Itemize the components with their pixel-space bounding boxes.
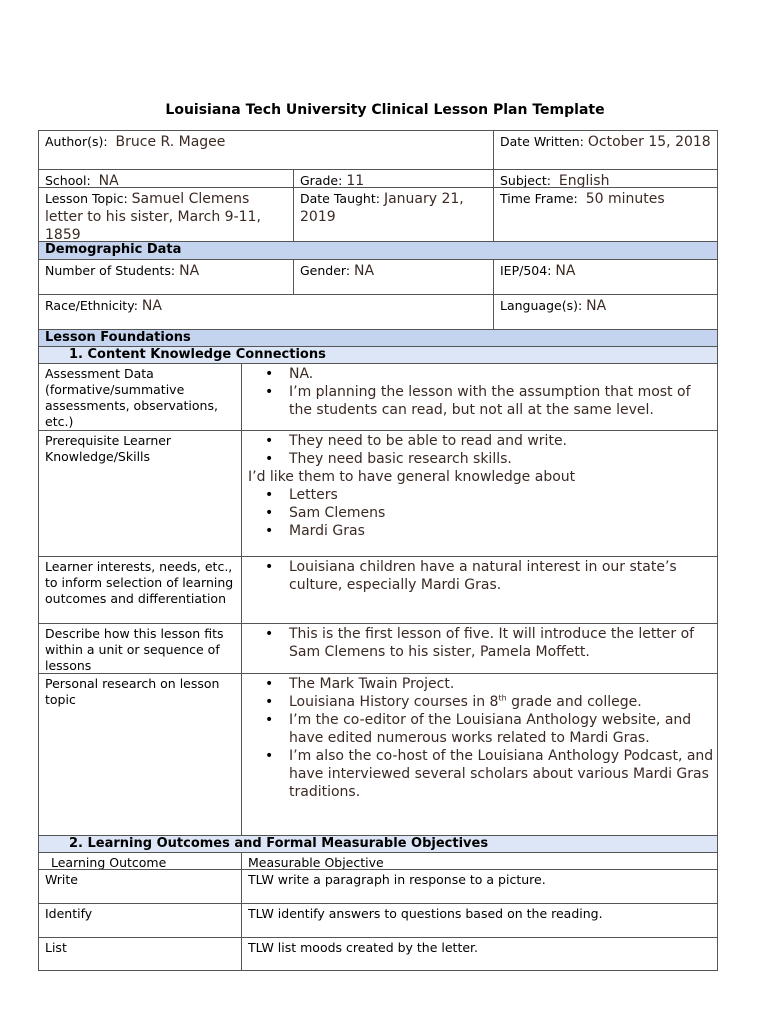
foundations-heading: Lesson Foundations bbox=[38, 329, 718, 347]
sequence-content-cell bbox=[241, 623, 718, 674]
content-knowledge-heading: 1. Content Knowledge Connections bbox=[38, 346, 718, 364]
prerequisite-text: I’d like them to have general knowledge about bbox=[248, 469, 576, 485]
list-item: • Mardi Gras bbox=[289, 522, 717, 540]
list-item: • They need basic research skills. bbox=[289, 450, 717, 468]
list-item: • I’m planning the lesson with the assumption that most of the students can read, but not all at the same level. bbox=[289, 383, 717, 419]
topic-cell: Lesson Topic: Samuel Clemens letter to his sister, March 9-11, 1859 bbox=[38, 187, 294, 242]
sequence-label-cell: Describe how this lesson fits within a unit or sequence of lessons bbox=[38, 623, 242, 674]
table-row: Write bbox=[38, 869, 242, 904]
document-title: Louisiana Tech University Clinical Lesson Plan Template bbox=[165, 102, 605, 118]
demographic-heading: Demographic Data bbox=[38, 241, 718, 260]
table-row: Identify bbox=[38, 903, 242, 938]
date-written-cell: Date Written: October 15, 2018 bbox=[493, 130, 718, 170]
school-cell: School: NA bbox=[38, 169, 294, 188]
prerequisite-label-cell: Prerequisite Learner Knowledge/Skills bbox=[38, 430, 242, 557]
objective-column-header: Measurable Objective bbox=[241, 852, 718, 870]
assessment-label-cell: Assessment Data (formative/summative assessments, observations, etc.) bbox=[38, 363, 242, 431]
iep-cell: IEP/504: NA bbox=[493, 259, 718, 295]
list-item: • They need to be able to read and write. bbox=[289, 432, 717, 450]
date-written-value: October 15, 2018 bbox=[587, 134, 711, 150]
table-row: TLW list moods created by the letter. bbox=[241, 937, 718, 971]
outcomes-heading: 2. Learning Outcomes and Formal Measurable Objectives bbox=[38, 835, 718, 853]
research-content-cell bbox=[241, 673, 718, 836]
time-frame-value: 50 minutes bbox=[585, 191, 665, 207]
table-row: List bbox=[38, 937, 242, 971]
topic-value: Samuel Clemens letter to his sister, March 9-11, 1859 bbox=[45, 191, 261, 242]
grade-cell: Grade: 11 bbox=[293, 169, 494, 188]
outcome-column-header: Learning Outcome bbox=[38, 852, 242, 870]
date-taught-value: January 21, 2019 bbox=[300, 191, 464, 225]
grade-value: 11 bbox=[346, 173, 365, 188]
table-row: TLW write a paragraph in response to a picture. bbox=[241, 869, 718, 904]
language-cell: Language(s): NA bbox=[493, 294, 718, 330]
subject-cell: Subject: English bbox=[493, 169, 718, 188]
author-value: Bruce R. Magee bbox=[115, 134, 226, 150]
race-cell: Race/Ethnicity: NA bbox=[38, 294, 494, 330]
list-item: • Letters bbox=[289, 486, 717, 504]
interests-label-cell: Learner interests, needs, etc., to inform selection of learning outcomes and differentiation bbox=[38, 556, 242, 624]
interests-content-cell bbox=[241, 556, 718, 624]
gender-cell: Gender: NA bbox=[293, 259, 494, 295]
list-item: • I’m also the co-host of the Louisiana Anthology Podcast, and have interviewed several scholars about various Mardi Gras traditions. bbox=[289, 747, 717, 801]
list-item: • Louisiana children have a natural interest in our state’s culture, especially Mardi Gras. bbox=[289, 558, 717, 594]
list-item: • This is the first lesson of five. It will introduce the letter of Sam Clemens to his sister, Pamela Moffett. bbox=[289, 625, 717, 661]
list-item: • Louisiana History courses in 8th grade and college. bbox=[289, 693, 717, 711]
list-item: • I’m the co-editor of the Louisiana Anthology website, and have edited numerous works related to Mardi Gras. bbox=[289, 711, 717, 747]
assessment-content-cell bbox=[241, 363, 718, 431]
prerequisite-content-cell bbox=[241, 430, 718, 557]
list-item: • The Mark Twain Project. bbox=[289, 675, 717, 693]
students-cell: Number of Students: NA bbox=[38, 259, 294, 295]
subject-value: English bbox=[558, 173, 610, 188]
research-label-cell: Personal research on lesson topic bbox=[38, 673, 242, 836]
time-frame-cell: Time Frame: 50 minutes bbox=[493, 187, 718, 242]
list-item: • Sam Clemens bbox=[289, 504, 717, 522]
date-taught-cell: Date Taught: January 21, 2019 bbox=[293, 187, 494, 242]
author-cell: Author(s): Bruce R. Magee bbox=[38, 130, 494, 170]
table-row: TLW identify answers to questions based on the reading. bbox=[241, 903, 718, 938]
school-value: NA bbox=[98, 173, 119, 188]
list-item: • NA. bbox=[289, 365, 717, 383]
